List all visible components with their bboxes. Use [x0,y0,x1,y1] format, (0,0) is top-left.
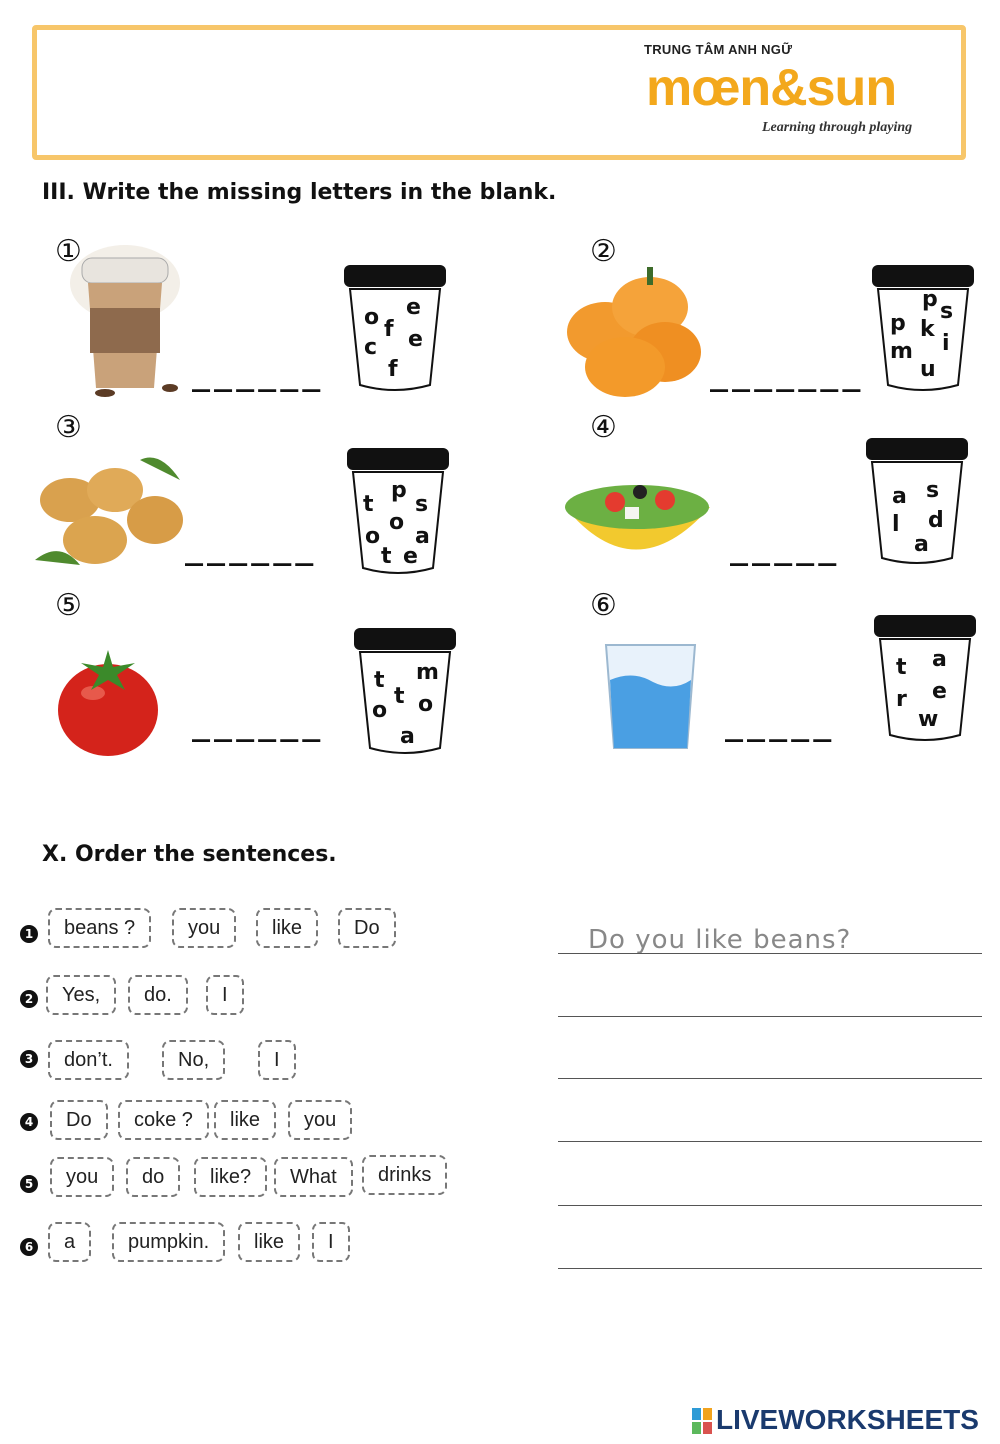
item-number-4: ④ [590,410,617,445]
letter[interactable]: a [892,484,907,509]
word-chip[interactable]: like [256,908,318,948]
section-x-title: X. Order the sentences. [42,842,337,867]
logo [640,40,940,145]
word-chip[interactable]: you [50,1157,114,1197]
answer-line-5 [558,1205,982,1206]
word-chip[interactable]: What [274,1157,353,1197]
letter[interactable]: m [416,660,439,685]
potatoes-picture [30,450,190,575]
word-chip[interactable]: drinks [362,1155,447,1195]
word-chip[interactable]: Do [338,908,396,948]
tomato-picture [55,645,165,760]
footer-brand[interactable]: LIVEWORKSHEETS [716,1404,979,1435]
letter-cup-4 [862,438,972,558]
letter[interactable]: r [896,687,907,712]
letter[interactable]: o [365,524,381,549]
row-number-5: 5 [20,1175,38,1193]
blank-4[interactable]: _____ [730,532,841,567]
letter[interactable]: t [394,684,405,709]
row-number-4: 4 [20,1113,38,1131]
blank-6[interactable]: _____ [725,708,836,743]
letter[interactable]: o [389,510,405,535]
glass-of-water-picture [603,640,698,755]
blank-5[interactable]: ______ [192,708,325,743]
answer-1[interactable]: Do you like beans? [588,925,852,955]
letter[interactable]: s [940,299,954,324]
item-number-5: ⑤ [55,588,82,623]
row-number-2: 2 [20,990,38,1008]
letter[interactable]: t [896,655,907,680]
word-chip[interactable]: Yes, [46,975,116,1015]
letter[interactable]: f [384,317,394,342]
letter[interactable]: o [364,305,380,330]
word-chip[interactable]: a [48,1222,91,1262]
letter-cup-2 [868,265,978,385]
word-chip[interactable]: I [206,975,244,1015]
coffee-cup-picture [60,238,190,403]
word-chip[interactable]: like? [194,1157,267,1197]
word-chip[interactable]: Do [50,1100,108,1140]
letter-cup-5 [350,628,460,748]
letter[interactable]: p [890,311,906,336]
word-chip[interactable]: do. [128,975,188,1015]
word-chip[interactable]: like [238,1222,300,1262]
letter[interactable]: e [403,544,418,569]
word-chip[interactable]: like [214,1100,276,1140]
letter[interactable]: l [892,512,900,537]
row-number-1: 1 [20,925,38,943]
word-chip[interactable]: don’t. [48,1040,129,1080]
salad-picture [555,452,720,577]
logo-name: mœn&sun [646,59,897,117]
letter[interactable]: s [415,492,429,517]
letter[interactable]: o [372,698,388,723]
word-chip[interactable]: pumpkin. [112,1222,225,1262]
word-chip[interactable]: do [126,1157,180,1197]
answer-line-1 [558,953,982,954]
liveworksheets-logo-icon [692,1408,712,1434]
letter[interactable]: i [942,331,950,356]
word-chip[interactable]: you [288,1100,352,1140]
letter[interactable]: w [918,707,939,732]
word-chip[interactable]: you [172,908,236,948]
letter[interactable]: k [920,317,935,342]
blank-1[interactable]: ______ [192,358,325,393]
letter[interactable]: s [926,478,940,503]
answer-line-3 [558,1078,982,1079]
row-number-3: 3 [20,1050,38,1068]
letter-cup-3 [343,448,453,568]
word-chip[interactable]: coke ? [118,1100,209,1140]
letter[interactable]: f [388,357,398,382]
blank-2[interactable]: _______ [710,358,865,393]
letter[interactable]: u [920,357,936,382]
letter[interactable]: a [415,524,430,549]
item-number-3: ③ [55,410,82,445]
letter[interactable]: e [932,679,947,704]
word-chip[interactable]: I [258,1040,296,1080]
logo-top-text: TRUNG TÂM ANH NGỮ [644,42,793,57]
letter[interactable]: t [381,544,392,569]
word-chip[interactable]: beans ? [48,908,151,948]
letter[interactable]: c [364,335,378,360]
item-number-1: ① [55,234,82,269]
row-number-6: 6 [20,1238,38,1256]
letter[interactable]: d [928,508,944,533]
letter[interactable]: a [400,724,415,749]
letter[interactable]: e [406,295,421,320]
letter[interactable]: o [418,692,434,717]
letter[interactable]: a [932,647,947,672]
item-number-2: ② [590,234,617,269]
answer-line-2 [558,1016,982,1017]
logo-subtitle: Learning through playing [762,120,913,135]
letter[interactable]: t [374,668,385,693]
word-chip[interactable]: No, [162,1040,225,1080]
letter[interactable]: p [391,478,407,503]
item-number-6: ⑥ [590,588,617,623]
answer-line-6 [558,1268,982,1269]
letter-cup-6 [870,615,980,735]
letter[interactable]: e [408,327,423,352]
answer-line-4 [558,1141,982,1142]
letter[interactable]: m [890,339,913,364]
pumpkins-picture [555,262,705,402]
blank-3[interactable]: ______ [185,532,318,567]
letter[interactable]: a [914,532,929,557]
letter[interactable]: p [922,287,938,312]
section-iii-title: III. Write the missing letters in the blank. [42,180,557,205]
letter[interactable]: t [363,492,374,517]
letter-cup-1 [340,265,450,385]
word-chip[interactable]: I [312,1222,350,1262]
